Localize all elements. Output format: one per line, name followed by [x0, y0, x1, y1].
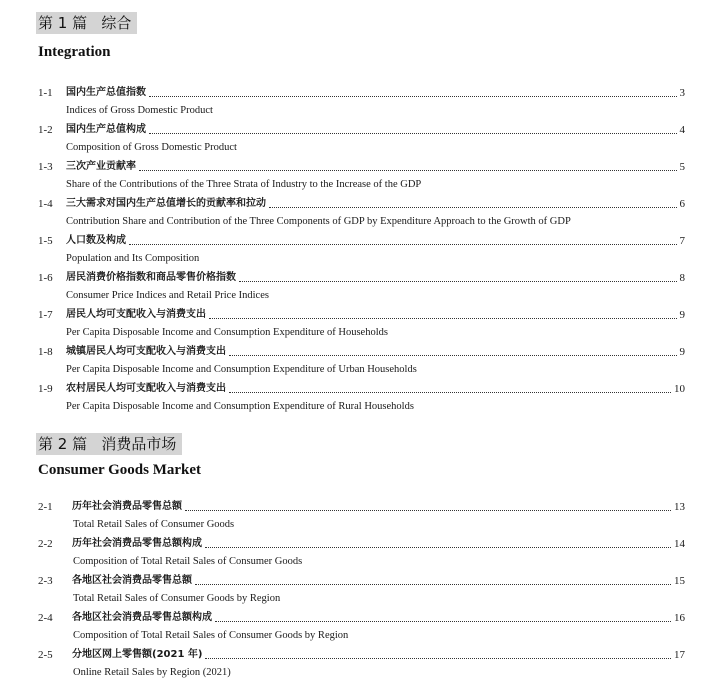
toc-entry[interactable] — [0, 537, 719, 574]
entry-title-line — [66, 86, 685, 100]
toc-entry[interactable] — [0, 197, 719, 234]
entry-title-line — [66, 308, 685, 322]
entry-title-en: Total Retail Sales of Consumer Goods — [73, 519, 235, 530]
dot-leader — [205, 657, 671, 659]
dot-leader — [149, 132, 677, 134]
entry-title-line — [72, 611, 685, 625]
entry-number: 1-8 — [38, 346, 53, 358]
toc-entry[interactable] — [0, 648, 719, 685]
toc-entry[interactable] — [0, 271, 719, 308]
dot-leader — [229, 391, 671, 393]
entry-number: 1-3 — [38, 161, 53, 173]
entry-title-en: Composition of Gross Domestic Product — [66, 142, 237, 153]
toc-entry[interactable] — [0, 123, 719, 160]
entry-title-en: Composition of Total Retail Sales of Consumer Goods — [73, 556, 303, 567]
entry-title-zh[interactable]: 农村居民人均可支配收入与消费支出 — [66, 383, 226, 394]
entry-title-en: Population and Its Composition — [66, 253, 200, 264]
part-1-name-zh: 综合 — [101, 14, 132, 32]
entry-page-number[interactable]: 15 — [674, 575, 685, 587]
entry-title-zh[interactable]: 居民人均可支配收入与消费支出 — [66, 309, 206, 320]
dot-leader — [149, 95, 677, 97]
entry-page-number[interactable]: 13 — [674, 501, 685, 513]
entry-title-line — [72, 500, 685, 514]
toc-entry[interactable] — [0, 500, 719, 537]
dot-leader — [229, 354, 677, 356]
entry-page-number[interactable]: 9 — [679, 346, 685, 358]
entry-number: 2-1 — [38, 501, 53, 513]
entry-title-en: Composition of Total Retail Sales of Consumer Goods by Region — [73, 630, 349, 641]
entry-title-en: Contribution Share and Contribution of the Three Components of GDP by Expenditure Approach to the Growth of GDP — [66, 216, 571, 227]
dot-leader — [209, 317, 677, 319]
entry-number: 2-5 — [38, 649, 53, 661]
entry-title-en: Share of the Contributions of the Three Strata of Industry to the Increase of the GDP — [66, 179, 422, 190]
entry-title-line — [72, 537, 685, 551]
entry-title-line — [66, 234, 685, 248]
entry-page-number[interactable]: 16 — [674, 612, 685, 624]
entry-number: 1-7 — [38, 309, 53, 321]
dot-leader — [205, 546, 671, 548]
part-1-header — [36, 12, 137, 34]
entry-title-line — [66, 123, 685, 137]
entry-title-zh[interactable]: 三大需求对国内生产总值增长的贡献率和拉动 — [66, 198, 266, 209]
entry-title-en: Total Retail Sales of Consumer Goods by Region — [73, 593, 281, 604]
dot-leader — [215, 620, 671, 622]
toc-entry[interactable] — [0, 574, 719, 611]
toc-entry[interactable] — [0, 308, 719, 345]
entry-title-en: Per Capita Disposable Income and Consumption Expenditure of Urban Households — [66, 364, 417, 375]
dot-leader — [139, 169, 677, 171]
dot-leader — [239, 280, 677, 282]
entry-title-zh[interactable]: 各地区社会消费品零售总额构成 — [72, 612, 212, 623]
dot-leader — [195, 583, 671, 585]
entry-title-zh[interactable]: 分地区网上零售额(2021 年) — [72, 649, 203, 660]
part-1-number: 第 1 篇 — [38, 14, 88, 32]
entry-title-zh[interactable]: 国内生产总值指数 — [66, 87, 146, 98]
toc-entry[interactable] — [0, 234, 719, 271]
entry-title-line — [66, 345, 685, 359]
part-2-header — [36, 433, 182, 455]
part-1-name-en: Integration — [38, 44, 111, 60]
entry-page-number[interactable]: 7 — [679, 235, 685, 247]
dot-leader — [269, 206, 677, 208]
part-2-number: 第 2 篇 — [38, 435, 88, 453]
entry-page-number[interactable]: 17 — [674, 649, 685, 661]
entry-title-en: Consumer Price Indices and Retail Price Indices — [66, 290, 269, 301]
entry-title-line — [66, 197, 685, 211]
entry-number: 1-2 — [38, 124, 53, 136]
entry-number: 2-2 — [38, 538, 53, 550]
entry-number: 1-9 — [38, 383, 53, 395]
toc-entry[interactable] — [0, 382, 719, 419]
entry-title-line — [66, 160, 685, 174]
entry-number: 2-3 — [38, 575, 53, 587]
entry-number: 1-5 — [38, 235, 53, 247]
entry-page-number[interactable]: 5 — [679, 161, 685, 173]
entry-title-line — [72, 648, 685, 662]
entry-title-line — [72, 574, 685, 588]
dot-leader — [129, 243, 677, 245]
entry-page-number[interactable]: 4 — [679, 124, 685, 136]
entry-title-line — [66, 271, 685, 285]
entry-number: 1-4 — [38, 198, 53, 210]
entry-page-number[interactable]: 8 — [679, 272, 685, 284]
toc-entry[interactable] — [0, 86, 719, 123]
entry-title-zh[interactable]: 国内生产总值构成 — [66, 124, 146, 135]
entry-page-number[interactable]: 6 — [679, 198, 685, 210]
entry-page-number[interactable]: 14 — [674, 538, 685, 550]
entry-title-zh[interactable]: 人口数及构成 — [66, 235, 126, 246]
entry-title-zh[interactable]: 三次产业贡献率 — [66, 161, 136, 172]
entry-title-zh[interactable]: 各地区社会消费品零售总额 — [72, 575, 192, 586]
entry-title-zh[interactable]: 城镇居民人均可支配收入与消费支出 — [66, 346, 226, 357]
entry-title-en: Per Capita Disposable Income and Consumption Expenditure of Rural Households — [66, 401, 414, 412]
entry-number: 1-1 — [38, 87, 53, 99]
toc-entry[interactable] — [0, 345, 719, 382]
entry-title-zh[interactable]: 历年社会消费品零售总额构成 — [72, 538, 202, 549]
entry-number: 1-6 — [38, 272, 53, 284]
entry-title-zh[interactable]: 历年社会消费品零售总额 — [72, 501, 182, 512]
dot-leader — [185, 509, 671, 511]
entry-title-line — [66, 382, 685, 396]
entry-number: 2-4 — [38, 612, 53, 624]
part-2-name-zh: 消费品市场 — [101, 435, 177, 453]
entry-page-number[interactable]: 9 — [679, 309, 685, 321]
entry-title-en: Per Capita Disposable Income and Consumption Expenditure of Households — [66, 327, 388, 338]
part-2-name-en: Consumer Goods Market — [38, 462, 202, 478]
toc-entry[interactable] — [0, 160, 719, 197]
entry-title-zh[interactable]: 居民消费价格指数和商品零售价格指数 — [66, 272, 236, 283]
entry-page-number[interactable]: 3 — [679, 87, 685, 99]
toc-entry[interactable] — [0, 611, 719, 648]
entry-page-number[interactable]: 10 — [674, 383, 685, 395]
entry-title-en: Online Retail Sales by Region (2021) — [73, 667, 231, 678]
entry-title-en: Indices of Gross Domestic Product — [66, 105, 213, 116]
